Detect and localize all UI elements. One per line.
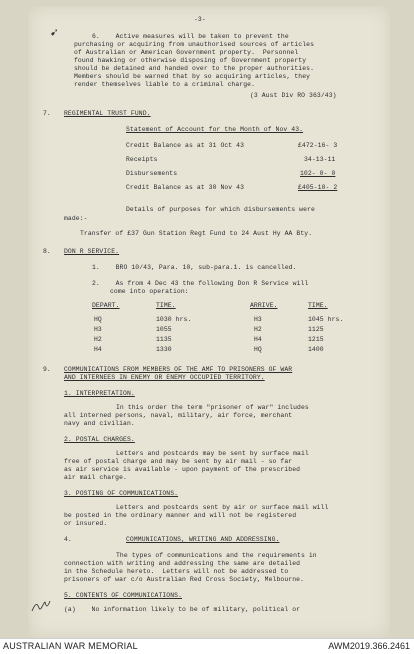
account-row-value: 102- 0- 0 [300, 170, 336, 177]
table-header-time: TIME. [156, 302, 176, 309]
sub3-line: or insured. [64, 520, 108, 527]
section9-heading: COMMUNICATIONS FROM MEMBERS OF THE AMF TO PRISONERS OF WAR [64, 366, 293, 373]
sub2-line: free of postal charge and may be sent by air mail - so far [64, 458, 293, 465]
table-cell: 1125 [308, 326, 324, 333]
section7-number: 7. [43, 110, 51, 117]
table-cell: 1215 [308, 336, 324, 343]
account-row-value: 34-13-11 [304, 156, 336, 163]
section8-heading: DON R SERVICE. [64, 248, 120, 255]
table-cell: H4 [94, 346, 102, 353]
account-row-label: Credit Balance as at 31 Oct 43 [126, 142, 245, 149]
sub1-line: navy and civilian. [64, 420, 135, 427]
table-cell: H4 [254, 336, 262, 343]
para6-line: of Australian or American Government property. Personnel [74, 49, 299, 56]
para6-line: found hawking or otherwise disposing of Government property [74, 57, 307, 64]
para6-line: purchasing or acquiring from unauthorised sources of articles [74, 41, 315, 48]
section7-heading: REGIMENTAL TRUST FUND. [64, 110, 151, 117]
table-cell: 1030 hrs. [156, 316, 192, 323]
table-cell: HQ [254, 346, 262, 353]
table-cell: 1400 [308, 346, 324, 353]
details-line: Details of purposes for which disbursements were [126, 206, 315, 213]
para6-reference: (3 Aust Div RO 363/43) [250, 92, 337, 99]
details-line: made:- [64, 215, 88, 222]
sub3-line: Letters and postcards sent by air or surface mail will [116, 504, 329, 511]
sub4-line: in the Schedule hereto. Letters will not be addressed to [64, 568, 289, 575]
table-cell: 1045 hrs. [308, 316, 344, 323]
sub5-heading: 5. CONTENTS OF COMMUNICATIONS. [64, 592, 183, 599]
table-cell: H3 [254, 316, 262, 323]
table-cell: 1135 [156, 336, 172, 343]
para6-line: 6. Active measures will be taken to prevent the [92, 33, 289, 40]
sub4-line: prisoners of war c/o Australian Red Cross Society, Melbourne. [64, 576, 305, 583]
table-cell: 1055 [156, 326, 172, 333]
transfer-line: Transfer of £37 Gun Station Regt Fund to 24 Aust Hy AA Bty. [80, 230, 313, 237]
sub3-line: be posted in the ordinary manner and will not be registered [64, 512, 297, 519]
footer-accession-number: AWM2019.366.2461 [328, 641, 410, 651]
section8-number: 8. [43, 248, 51, 255]
account-row-value: £405-10- 2 [298, 184, 338, 191]
section8-item2-line: come into operation: [110, 288, 189, 295]
sub2-heading: 2. POSTAL CHARGES. [64, 436, 135, 443]
statement-title: Statement of Account for the Month of Nov 43. [126, 126, 304, 133]
table-cell: H2 [254, 326, 262, 333]
sub4-line: The types of communications and the requirements in [116, 552, 317, 559]
sub1-heading: 1. INTERPRETATION. [64, 390, 135, 397]
sub1-line: all interned persons, naval, military, air force, merchant [64, 412, 293, 419]
table-cell: H3 [94, 326, 102, 333]
pencil-arrow-mark: ➹ [50, 26, 58, 41]
table-header-arrive: ARRIVE. [250, 302, 278, 309]
sub2-line: Letters and postcards may be sent by surface mail [116, 450, 309, 457]
sub4-heading: COMMUNICATIONS, WRITING AND ADDRESSING. [126, 536, 280, 543]
sub5-item-a: (a) No information likely to be of military, political or [64, 606, 301, 613]
table-header-depart: DEPART. [92, 302, 120, 309]
sub2-line: as air service is available - upon payment of the prescribed [64, 466, 301, 473]
account-row-label: Credit Balance as at 30 Nov 43 [126, 184, 245, 191]
account-row-value: £472-16- 3 [298, 142, 338, 149]
table-header-time: TIME. [308, 302, 328, 309]
account-row-label: Receipts [126, 156, 158, 163]
section9-number: 9. [43, 366, 51, 373]
sub3-heading: 3. POSTING OF COMMUNICATIONS. [64, 490, 179, 497]
sub2-line: air mail charge. [64, 474, 127, 481]
document-page [28, 6, 390, 638]
sub4-number: 4. [64, 536, 72, 543]
sub4-line: connection with writing and addressing the same are detailed [64, 560, 301, 567]
section8-item2-line: 2. As from 4 Dec 43 the following Don R Service will [92, 280, 309, 287]
account-row-label: Disbursements [126, 170, 178, 177]
footer-institution: AUSTRALIAN WAR MEMORIAL [3, 641, 138, 651]
sub1-line: In this order the term "prisoner of war" includes [116, 404, 309, 411]
table-cell: 1330 [156, 346, 172, 353]
table-cell: HQ [94, 316, 102, 323]
handwritten-initials [30, 598, 52, 614]
page-number: -3- [194, 16, 206, 23]
table-cell: H2 [94, 336, 102, 343]
footer-bar [0, 638, 414, 654]
para6-line: Members should be warned that by so acquiring articles, they [74, 73, 311, 80]
section8-item1: 1. BRO 10/43, Para. 10, sub-para.1. is cancelled. [92, 264, 297, 271]
para6-line: should be detained and handed over to the proper authorities. [74, 65, 315, 72]
para6-line: render themselves liable to a criminal charge. [74, 81, 256, 88]
section9-heading: AND INTERNEES IN ENEMY OR ENEMY OCCUPIED TERRITORY. [64, 374, 265, 381]
